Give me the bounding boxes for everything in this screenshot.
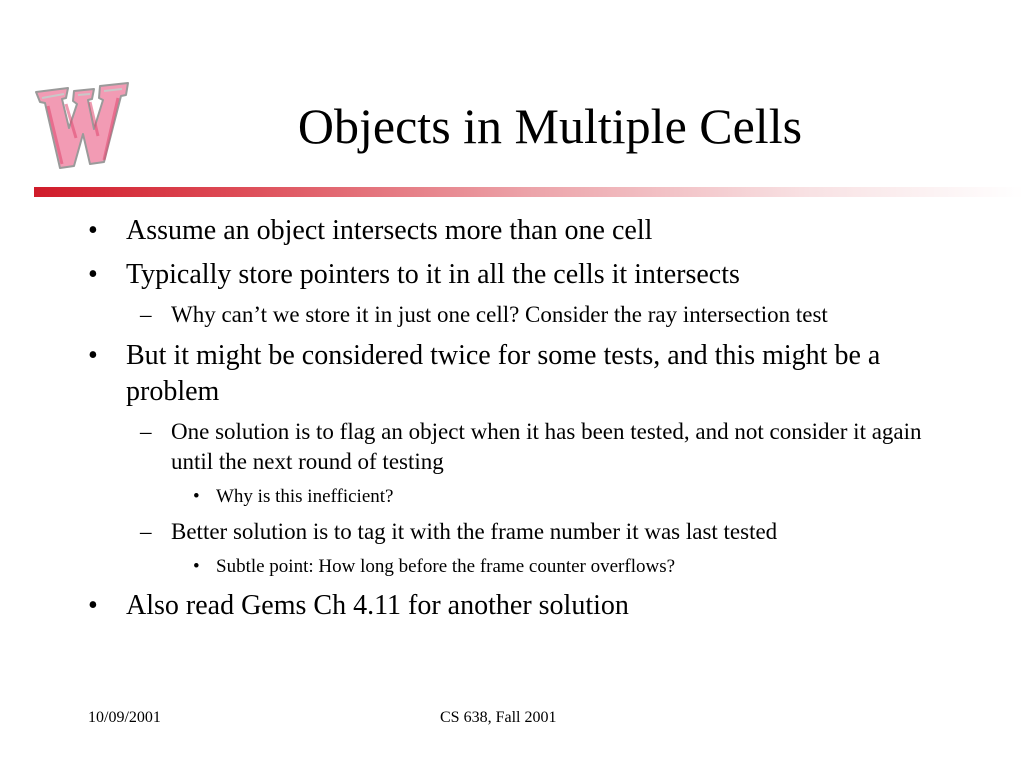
bullet-text: One solution is to flag an object when it has been tested, and not consider it again until the next round of testing — [171, 419, 922, 474]
dash-marker: – — [140, 302, 152, 327]
bullet-text: Assume an object intersects more than one cell — [126, 215, 653, 246]
bullet-text: Why can’t we store it in just one cell? Consider the ray intersection test — [171, 302, 828, 327]
bullet-marker: • — [88, 340, 98, 371]
bullet-item — [0, 338, 1024, 410]
w-logo-icon — [28, 76, 132, 178]
sub-sub-bullet-item — [0, 554, 1024, 580]
bullet-marker: • — [193, 556, 200, 577]
bullet-text: Also read Gems Ch 4.11 for another solution — [126, 590, 629, 621]
bullet-item — [0, 257, 1024, 293]
bullet-text: Better solution is to tag it with the frame number it was last tested — [171, 519, 778, 544]
bullet-text: But it might be considered twice for some tests, and this might be a problem — [126, 340, 881, 407]
sub-bullet-item — [0, 300, 1024, 330]
bullet-item — [0, 588, 1024, 624]
title-divider — [34, 187, 1024, 197]
dash-marker: – — [140, 519, 152, 544]
slide-title: Objects in Multiple Cells — [297, 98, 803, 154]
bullet-marker: • — [88, 259, 98, 290]
bullet-marker: • — [88, 590, 98, 621]
dash-marker: – — [140, 419, 152, 444]
sub-bullet-item — [0, 417, 1024, 477]
bullet-text: Subtle point: How long before the frame counter overflows? — [216, 556, 676, 577]
footer-date: 10/09/2001 — [88, 709, 161, 726]
bullet-text: Typically store pointers to it in all the cells it intersects — [126, 259, 740, 290]
bullet-text: Why is this inefficient? — [216, 486, 394, 507]
bullet-item — [0, 213, 1024, 249]
sub-bullet-item — [0, 517, 1024, 547]
bullet-marker: • — [193, 486, 200, 507]
sub-sub-bullet-item — [0, 484, 1024, 510]
bullet-list — [0, 205, 1024, 624]
bullet-marker: • — [88, 215, 98, 246]
footer-course: CS 638, Fall 2001 — [440, 709, 557, 726]
